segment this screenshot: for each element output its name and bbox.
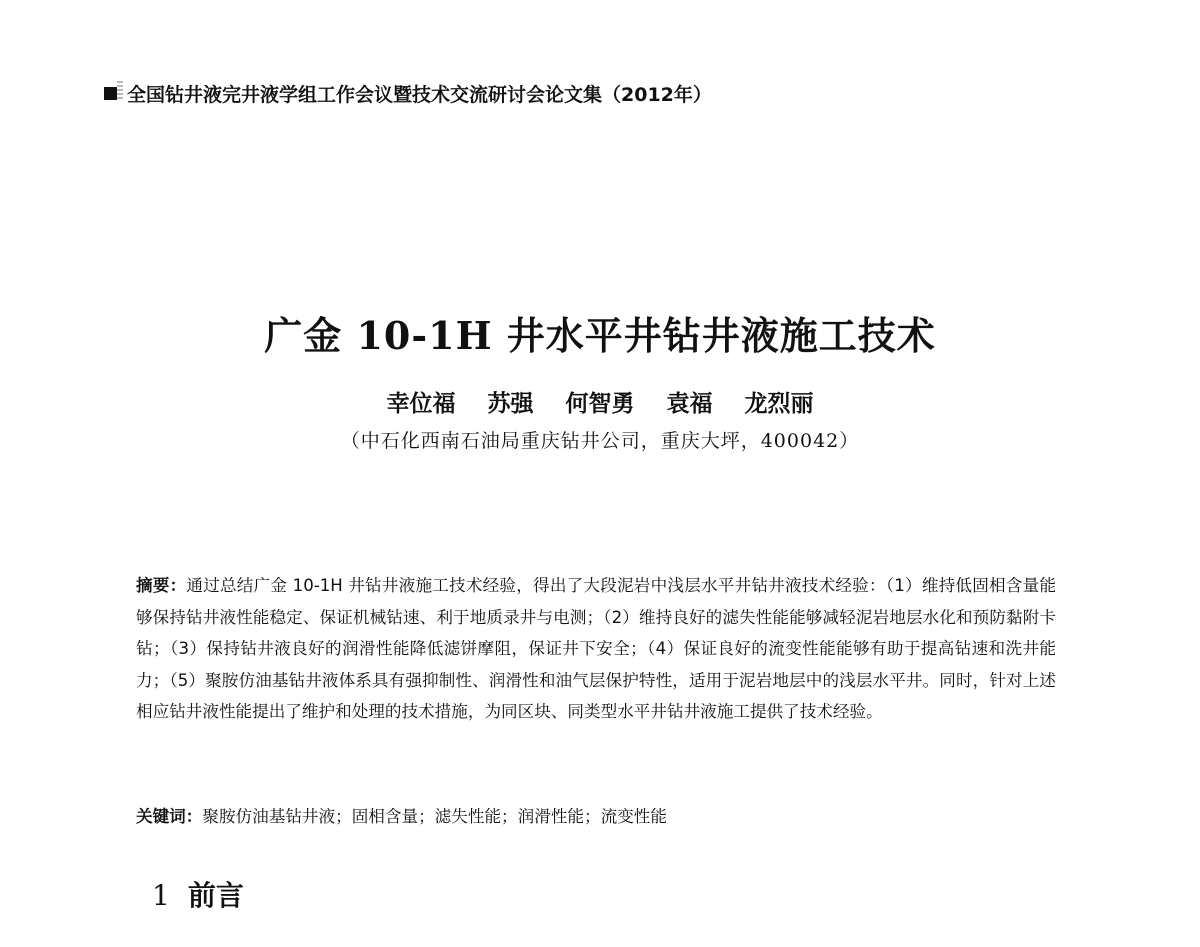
running-title: 全国钻井液完井液学组工作会议暨技术交流研讨会论文集（2012年） xyxy=(127,83,712,106)
section-number: 1 xyxy=(152,879,170,912)
section-title: 前言 xyxy=(187,879,244,912)
author-name: 袁福 xyxy=(666,390,713,417)
keywords-text: 聚胺仿油基钻井液；固相含量；滤失性能；润滑性能；流变性能 xyxy=(202,807,667,826)
affiliation: （中石化西南石油局重庆钻井公司，重庆大坪，400042） xyxy=(340,430,860,452)
abstract xyxy=(136,570,1056,728)
author-name: 苏强 xyxy=(487,390,534,417)
keywords-label: 关键词： xyxy=(136,807,203,826)
abstract-text: 通过总结广金 10-1H 井钻井液施工技术经验，得出了大段泥岩中浅层水平井钻井液技术经验：（1）维持低固相含量能够保持钻井液性能稳定、保证机械钻速、利于地质录井与电测；（2）维持良好的滤失性能能够减轻泥岩地层水化和预防黏附卡钻；（3）保持钻井液良好的润滑性能降低滤饼摩阻，保证井下安全；（4）保证良好的流变性能能够有助于提高钻速和洗井能力；（5）聚胺仿油基钻井液体系具有强抑制性、润滑性和油气层保护特性，适用于泥岩地层中的浅层水平井。同时，针对上述相应钻井液性能提出了维护和处理的技术措施，为同区块、同类型水平井钻井液施工提供了技术经验。 xyxy=(136,576,1056,721)
keywords xyxy=(136,801,1056,832)
paper-title: 广金 10-1H 井水平井钻井液施工技术 xyxy=(264,313,936,358)
author-name: 龙烈丽 xyxy=(744,390,814,417)
author-name: 幸位福 xyxy=(386,390,456,417)
abstract-label: 摘要： xyxy=(136,576,187,595)
running-header xyxy=(104,78,712,108)
author-list xyxy=(0,385,1200,418)
square-bullet-icon xyxy=(104,87,117,100)
section-heading xyxy=(152,874,244,914)
author-name: 何智勇 xyxy=(565,390,635,417)
